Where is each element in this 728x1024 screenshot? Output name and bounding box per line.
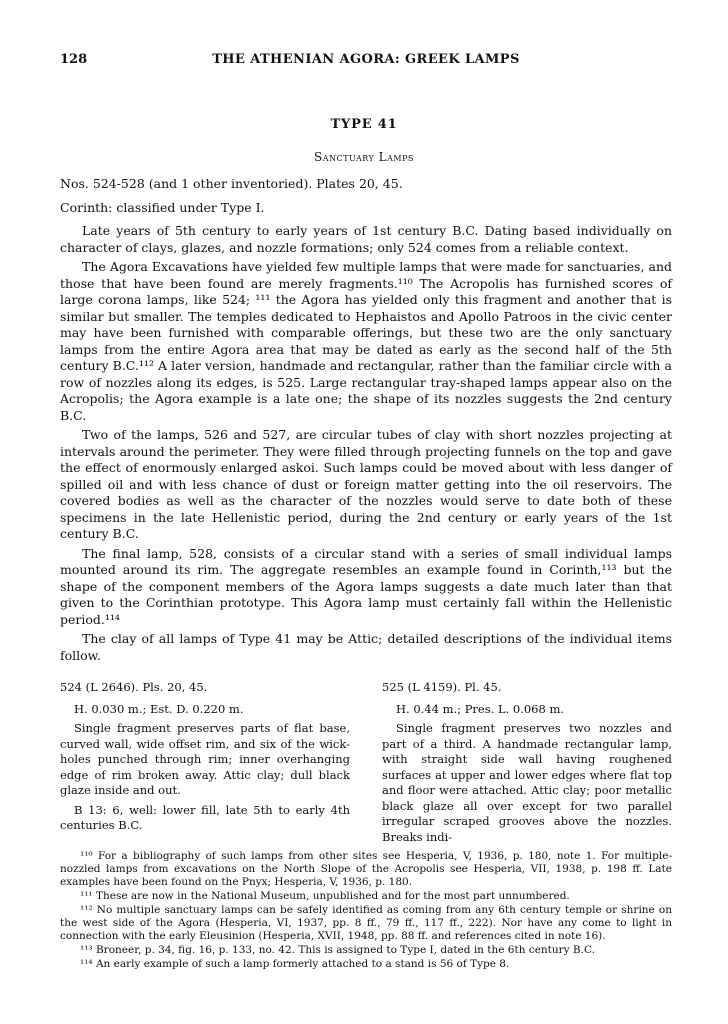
catalog-entry-525 xyxy=(382,680,672,849)
catalog-numbers: Nos. 524-528 (and 1 other inventoried). Plates 20, 45. xyxy=(60,176,403,191)
footnotes xyxy=(60,850,672,972)
footnote-111: ¹¹¹ These are now in the National Museum, unpublished and for the most part unnumbered. xyxy=(80,890,570,902)
running-title: THE ATHENIAN AGORA: GREEK LAMPS xyxy=(212,52,520,67)
catalog-entry-heading: 524 (L 2646). Pls. 20, 45. xyxy=(60,680,208,694)
running-header xyxy=(60,52,672,70)
type-heading: TYPE 41 xyxy=(330,117,398,132)
paragraph-final-lamp: The final lamp, 528, consists of a circular stand with a series of small individual lamps mounted around its rim. The aggregate resembles an example found in Corinth,¹¹³ but the shape of the component members of the Agora lamps suggests a date much later than that given to the Corinthian prototype. This Agora lamp must certainly fall within the Hellenistic period.¹¹⁴ xyxy=(60,545,672,627)
catalog-entry-heading: 525 (L 4159). Pl. 45. xyxy=(382,680,502,694)
page-number: 128 xyxy=(60,52,88,67)
footnote-110: ¹¹⁰ For a bibliography of such lamps from other sites see Hesperia, V, 1936, p. 180, note 1. For multiple-nozzled lamps from excavations on the North Slope of the Acropolis see Hesperia, VII, 1938, p. 198 ff. Late examples have been found on the Pnyx; Hesperia, V, 1936, p. 180. xyxy=(60,850,672,888)
catalog-entry-dimensions: H. 0.44 m.; Pres. L. 0.068 m. xyxy=(396,701,565,716)
catalog-entry-dimensions: H. 0.030 m.; Est. D. 0.220 m. xyxy=(74,701,244,716)
paragraph-clay: The clay of all lamps of Type 41 may be Attic; detailed descriptions of the individual items follow. xyxy=(60,631,672,663)
paragraph-circular-tubes: Two of the lamps, 526 and 527, are circular tubes of clay with short nozzles projecting at intervals around the perimeter. They were filled through projecting funnels on the top and gave the effect of enormously enlarged askoi. Such lamps could be moved about with less danger of spilled oil and with less chance of dust or foreign matter getting into the oil reservoirs. The covered bodies as well as the character of the nozzles would serve to date both of these specimens in the late Hellenistic period, during the 2nd century or early years of the 1st century B.C. xyxy=(60,427,672,541)
footnote-113: ¹¹³ Broneer, p. 34, fig. 16, p. 133, no. 42. This is assigned to Type I, dated in the 6th century B.C. xyxy=(80,944,595,956)
body-text xyxy=(60,176,672,667)
corinth-classification: Corinth: classified under Type I. xyxy=(60,199,265,215)
catalog-entry-description: Single fragment preserves two nozzles and part of a third. A handmade rectangular lamp, with straight side wall having roughened surfaces at upper and lower edges where flat top and floor were attached. Attic clay; poor metallic black glaze all over except for two parallel irregular scraped grooves above the nozzles. Breaks indi- xyxy=(382,721,672,844)
type-subheading: Sanctuary Lamps xyxy=(314,150,414,164)
catalog-entry-524 xyxy=(60,680,350,838)
catalog-entry-context: B 13: 6, well: lower fill, late 5th to early 4th centuries B.C. xyxy=(60,802,350,832)
paragraph-excavations: The Agora Excavations have yielded few multiple lamps that were made for sanctuaries, and those that have been found are merely fragments.¹¹⁰ The Acropolis has furnished scores of large corona lamps, like 524; ¹¹¹ the Agora has yielded only this fragment and another that is similar but smaller. The temples dedicated to Hephaistos and Apollo Patroos in the civic center may have been furnished with comparable offerings, but these two are the only sanctuary lamps from the entire Agora area that may be dated as early as the second half of the 5th century B.C.¹¹² A later version, handmade and rectangular, rather than the familiar circle with a row of nozzles along its edges, is 525. Large rectangular tray-shaped lamps appear also on the Acropolis; the Agora example is a late one; the shape of its nozzles suggests the 2nd century B.C. xyxy=(60,259,672,423)
paragraph-dating: Late years of 5th century to early years of 1st century B.C. Dating based individually on character of clays, glazes, and nozzle formations; only 524 comes from a reliable context. xyxy=(60,223,672,255)
catalog-entry-description: Single fragment preserves parts of flat base, curved wall, wide offset rim, and six of the wick-holes punched through rim; inner overhanging edge of rim broken away. Attic clay; dull black glaze inside and out. xyxy=(60,721,350,797)
footnote-112: ¹¹² No multiple sanctuary lamps can be safely identified as coming from any 6th century temple or shrine on the west side of the Agora (Hesperia, VI, 1937, pp. 8 ff., 79 ff., 117 ff., 222). Nor have any come to light in connection with the early Eleusinion (Hesperia, XVII, 1948, pp. 88 ff. and references cited in note 16). xyxy=(60,904,672,942)
footnote-114: ¹¹⁴ An early example of such a lamp formerly attached to a stand is 56 of Type 8. xyxy=(80,958,510,970)
